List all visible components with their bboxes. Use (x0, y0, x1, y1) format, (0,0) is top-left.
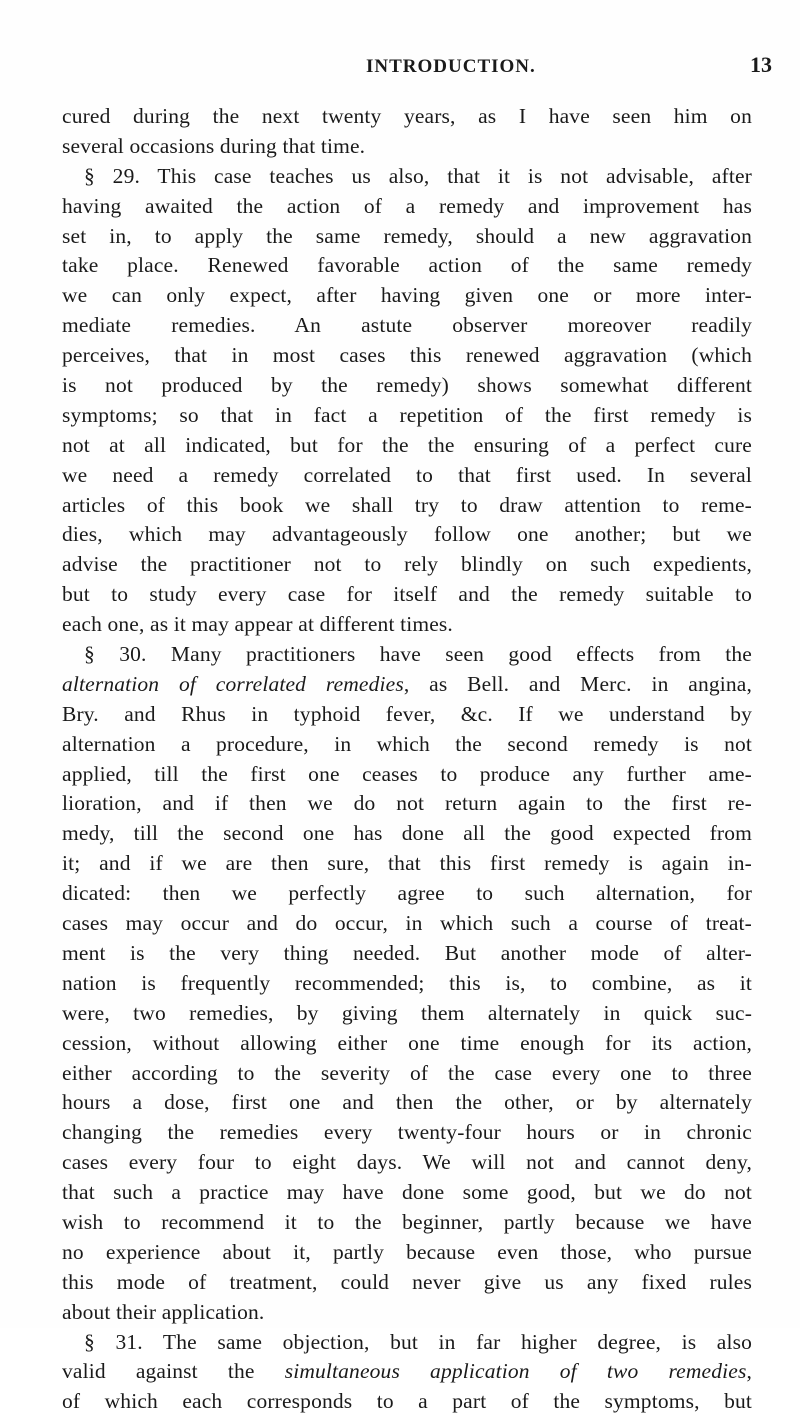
text-line: dies, which may advantageously follow one another; but we (62, 522, 752, 547)
text-line: but to study every case for itself and the remedy suitable to (62, 582, 752, 607)
chapter-title: INTRODUCTION. (366, 56, 536, 77)
text-line: lioration, and if then we do not return again to the first re- (62, 791, 752, 816)
text-line: alternation a procedure, in which the second remedy is not (62, 731, 752, 756)
text-line: is not produced by the remedy) shows somewhat different (62, 373, 752, 398)
text-line: ment is the very thing needed. But another mode of alter- (62, 940, 752, 965)
text-line: of which each corresponds to a part of the symptoms, but (62, 1389, 752, 1414)
text-line: set in, to apply the same remedy, should a new aggravation (62, 223, 752, 248)
text-fragment: , as Bell. and Merc. in angina, (403, 671, 752, 696)
text-line: changing the remedies every twenty-four hours or in chronic (62, 1120, 752, 1145)
text-line: mediate remedies. An astute observer moreover readily (62, 313, 752, 338)
text-line: wish to recommend it to the beginner, partly because we have (62, 1209, 752, 1234)
italic-phrase: alternation of correlated remedies (62, 671, 404, 696)
text-line: cases every four to eight days. We will not and cannot deny, (62, 1150, 752, 1175)
text-line: no experience about it, partly because even those, who pursue (62, 1239, 752, 1264)
page-number: 13 (750, 52, 772, 77)
text-line: each one, as it may appear at different times. (62, 612, 453, 637)
italic-phrase: simultaneous application of two remedies (284, 1359, 747, 1384)
text-line: we need a remedy correlated to that first used. In several (62, 462, 752, 487)
text-line-with-italic (62, 1357, 752, 1387)
text-line: it; and if we are then sure, that this first remedy is again in- (62, 851, 752, 876)
text-line: Bry. and Rhus in typhoid fever, &c. If we understand by (62, 701, 752, 726)
text-fragment: , (746, 1359, 752, 1384)
text-line: this mode of treatment, could never give us any fixed rules (62, 1269, 752, 1294)
text-line: dicated: then we perfectly agree to such alternation, for (62, 881, 752, 906)
text-line: take place. Renewed favorable action of the same remedy (62, 253, 752, 278)
text-line: articles of this book we shall try to draw attention to reme- (62, 492, 752, 517)
text-line: medy, till the second one has done all the good expected from (62, 821, 752, 846)
text-line: cured during the next twenty years, as I have seen him on (62, 104, 752, 128)
text-line: applied, till the first one ceases to produce any further ame- (62, 761, 752, 786)
paragraph-30-start: § 30. Many practitioners have seen good effects from the (84, 642, 752, 667)
text-line: hours a dose, first one and then the other, or by alternately (62, 1090, 752, 1115)
text-line: either according to the severity of the case every one to three (62, 1060, 752, 1085)
text-line: several occasions during that time. (62, 133, 366, 158)
text-line: advise the practitioner not to rely blindly on such expedients, (62, 552, 752, 577)
text-line: we can only expect, after having given one or more inter- (62, 283, 752, 308)
text-line: about their application. (62, 1299, 265, 1324)
paragraph-31-start: § 31. The same objection, but in far higher degree, is also (84, 1329, 752, 1354)
body-text (62, 102, 752, 1417)
text-line: not at all indicated, but for the the ensuring of a perfect cure (62, 432, 752, 457)
text-line: symptoms; so that in fact a repetition of the first remedy is (62, 402, 752, 427)
text-line: perceives, that in most cases this renewed aggravation (which (62, 343, 752, 368)
text-line: having awaited the action of a remedy and improvement has (62, 193, 752, 218)
text-line: that such a practice may have done some good, but we do not (62, 1180, 752, 1205)
text-line: nation is frequently recommended; this is, to combine, as it (62, 970, 752, 995)
paragraph-29-start: § 29. This case teaches us also, that it is not advisable, after (84, 163, 752, 188)
text-line: were, two remedies, by giving them alternately in quick suc- (62, 1000, 752, 1025)
text-fragment: valid against the (62, 1359, 285, 1384)
text-line: cases may occur and do occur, in which such a course of treat- (62, 911, 752, 936)
running-head (0, 52, 800, 86)
text-line: cession, without allowing either one time enough for its action, (62, 1030, 752, 1055)
text-line-with-italic (62, 670, 752, 700)
